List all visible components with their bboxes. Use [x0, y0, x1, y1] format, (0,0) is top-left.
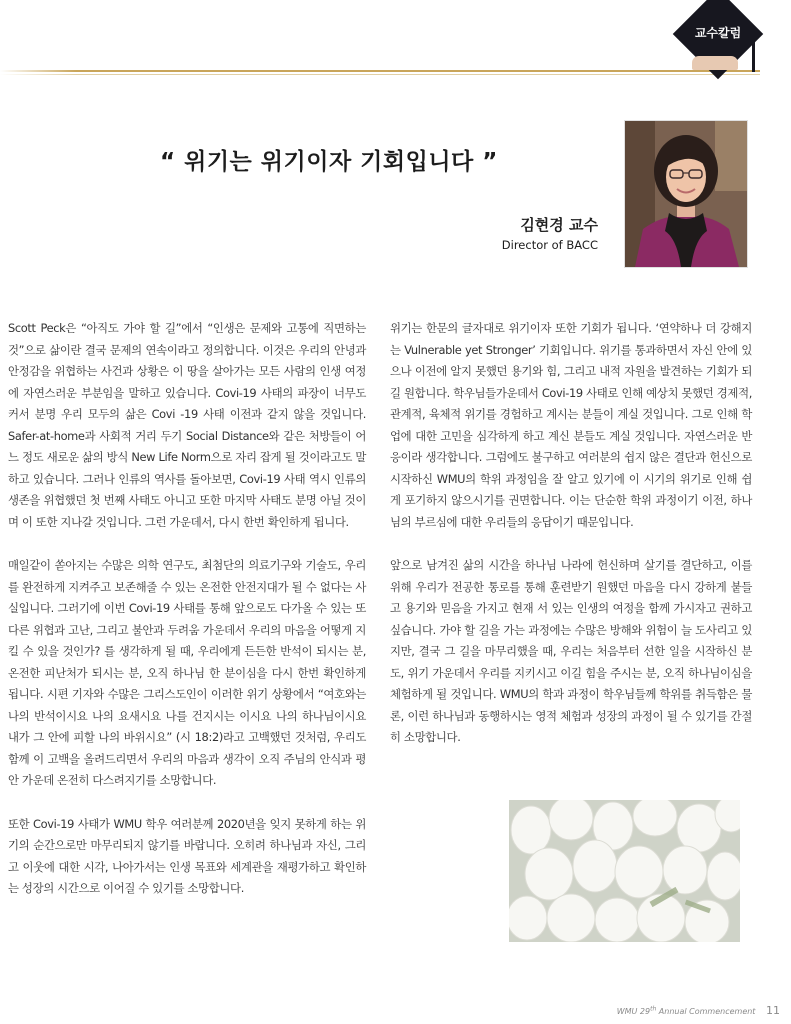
publication-name-rest: Annual Commencement [656, 1007, 756, 1016]
paragraph: 위기는 한문의 글자대로 위기이자 또한 기회가 됩니다. ‘연약하나 더 강해지는 Vulnerable yet Stronger’ 기회입니다. 위기를 통과하면서 자신 안에 있으나 이전에 알지 못했던 용기와 힘, 그리고 내적 자원을 발견하는 기회가 되길 원합니다. 학우님들가운데서 Covi-19 사태로 인해 예상치 못했던 경제적, 관계적, 육체적 위기를 경험하고 계시는 분들이 계실 것입니다. 그로 인해 학업에 대한 고민을 심각하게 하고 계신 분들도 계실 것입니다. 자연스러운 반응이라 생각합니다. 그럼에도 불구하고 여러분의 쉽지 않은 결단과 헌신으로 시작하신 WMU의 학위 과정임을 잘 알고 있기에 이 시기의 위기로 인해 쉽게 포기하지 않으시기를 권면합니다. 이는 단순한 학위 과정이기 이전, 하나님의 부르심에 대한 우리들의 응답이기 때문입니다. [390, 321, 752, 529]
page-number: 11 [766, 1004, 780, 1017]
author-name: 김현경 교수 [520, 216, 598, 234]
paragraph: 또한 Covi-19 사태가 WMU 학우 여러분께 2020년을 잊지 못하게 하는 위기의 순간으로만 마무리되지 않기를 바랍니다. 오히려 하나님과 자신, 그리고 이웃에 대한 시각, 나아가서는 인생 목표와 세계관을 재평가하고 확인하는 성장의 시간으로 이어질 수 있기를 소망합니다. [8, 816, 366, 895]
author-title: Director of BACC [501, 238, 598, 252]
author-portrait [624, 120, 748, 268]
paragraph: 앞으로 남겨진 삶의 시간을 하나님 나라에 헌신하며 살기를 결단하고, 이를 위해 우리가 전공한 통로를 통해 훈련받기 원했던 마음을 다시 강하게 붙들고 용기와 믿음을 가지고 현재 서 있는 인생의 여정을 함께 가시자고 권하고 싶습니다. 가야 할 길을 가는 과정에는 수많은 방해와 위험이 늘 도사리고 있지만, 결국 그 길을 마무리했을 때, 우리는 처음부터 선한 일을 시작하신 분도, 위기 가운데서 우리를 지키시고 이길 힘을 주시는 분, 오직 하나님이심을 체험하게 될 것입니다. WMU의 학과 과정이 학우님들께 학위를 취득함은 물론, 이런 하나님과 동행하시는 영적 체험과 성장의 과정이 될 수 있기를 간절히 소망합니다. [390, 558, 752, 744]
article-body-right [390, 318, 752, 771]
publication-ordinal: th [650, 1005, 657, 1013]
white-tulips-photo [509, 800, 740, 942]
paragraph: 매일같이 쏟아지는 수많은 의학 연구도, 최첨단의 의료기구와 기술도, 우리를 완전하게 지켜주고 보존해줄 수 있는 온전한 안전지대가 될 수 없다는 사실입니다. 그러기에 이번 Covi-19 사태를 통해 앞으로도 다가올 수 있는 또 다른 위협과 고난, 그리고 불안과 두려움 가운데서 우리의 마음을 어떻게 지킬 수 있을 것인가? 를 생각하게 될 때, 우리에게 든든한 반석이 되시는 분, 온전한 피난처가 되시는 분, 오직 하나님 한 분이심을 다시 한번 확인하게 됩니다. 시편 기자와 수많은 그리스도인이 이러한 위기 상황에서 “여호와는 나의 반석이시요 나의 요새시요 나를 건지시는 이시요 나의 하나님이시요 내가 그 안에 피할 나의 바위시요” (시 18:2)라고 고백했던 것처럼, 우리도 함께 이 고백을 올려드리면서 우리의 마음과 생각이 오직 주님의 안식과 평안 가운데 온전히 다스려지기를 소망합니다. [8, 558, 366, 787]
article-title: “ 위기는 위기이자 기회입니다 ” [160, 149, 498, 175]
header-rule-thin [0, 74, 760, 75]
badge-tassel [752, 38, 755, 72]
article-body-left [8, 318, 366, 922]
column-badge-label: 교수칼럼 [694, 26, 742, 40]
paragraph: Scott Peck은 “아직도 가야 할 길”에서 “인생은 문제와 고통에 직면하는 것”으로 삶이란 결국 문제의 연속이라고 정의합니다. 이것은 우리의 안녕과 안정감을 위협하는 사건과 상황은 이 땅을 살아가는 모든 사람의 인생 여정에 자연스러운 부분임을 말하고 있습니다. Covi-19 사태의 파장이 너무도 커서 분명 우리 모두의 삶은 Covi -19 사태 이전과 같지 않을 것입니다. Safer-at-home과 사회적 거리 두기 Social Distance와 같은 처방들이 어느 정도 새로운 삶의 방식 New Life Norm으로 자리 잡게 될 것이라고도 말하고 있습니다. 그러나 인류의 역사를 돌아보면, Covi-19 사태 역시 인류의 생존을 위협했던 첫 번째 사태도 아니고 또한 마지막 사태도 분명 아닐 것이며 이 또한 지나갈 것입니다. 그런 가운데서, 다시 한번 확인하게 됩니다. [8, 321, 366, 529]
badge-hands [692, 56, 738, 70]
publication-name: WMU 29 [616, 1007, 651, 1016]
header-rule [0, 70, 760, 72]
page-footer [600, 1004, 780, 1017]
